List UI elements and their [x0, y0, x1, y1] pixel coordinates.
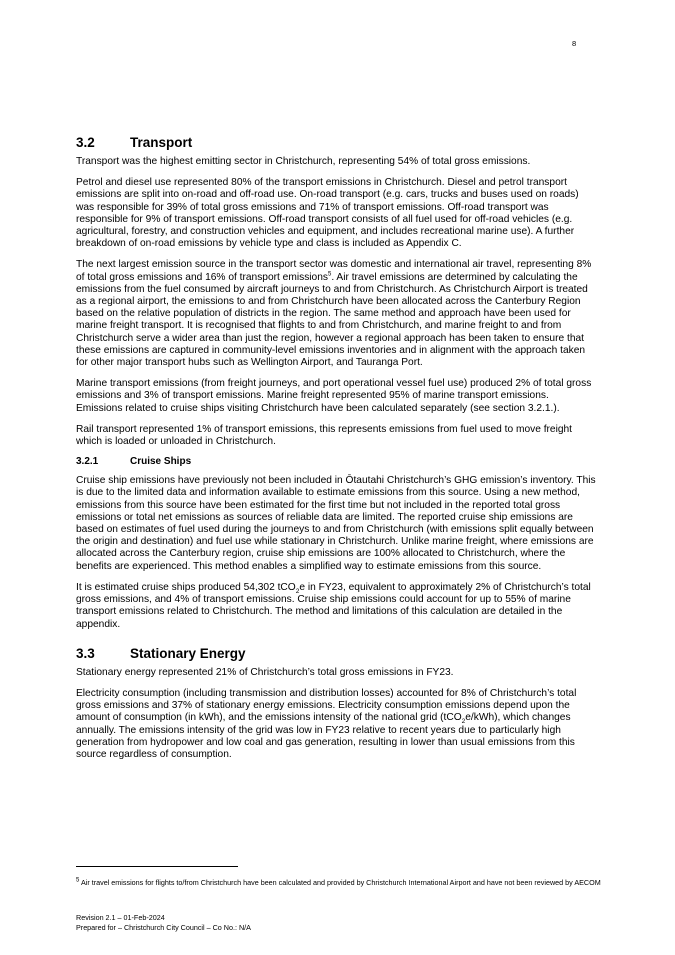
paragraph-text: It is estimated cruise ships produced 54,302 tCO: [76, 581, 296, 593]
revision-line: Revision 2.1 – 01-Feb-2024: [76, 913, 165, 922]
section-heading-stationary-energy: [76, 644, 596, 664]
footnote-reference[interactable]: 5: [327, 271, 332, 278]
paragraph-text: e in FY23, equivalent to approximately 2% of Christchurch’s total gross emissions, and 4% of transport emissions. Cruise ship emissions could account for up to 55% of marine transport emissions related to Christchurch. The method and limitations of this calculation are detailed in the appendix.: [76, 581, 591, 630]
section-heading-transport: [76, 133, 596, 153]
section-number: 3.2: [76, 135, 95, 150]
paragraph: Petrol and diesel use represented 80% of the transport emissions in Christchurch. Diesel and petrol transport emissions are split into on-road and off-road use. On-road transport (e.g. cars, trucks and buses used on roads) was responsible for 39% of total gross emissions and 71% of transport emissions. Off-road transport was responsible for 9% of transport emissions. Off-road transport consists of all fuel used for off-road vehicles (e.g. agricultural, forestry, and construction vehicles and equipment, and includes recreational marine use). A further breakdown of on-road emissions by vehicle type and class is included as Appendix C.: [76, 177, 579, 250]
paragraph: Marine transport emissions (from freight journeys, and port operational vessel fuel use) produced 2% of total gross emissions and 3% of transport emissions. Marine freight represented 95% of marine transport emissions. Emissions related to cruise ships visiting Christchurch have been calculated separately (see section 3.2.1.).: [76, 378, 592, 414]
paragraph-text: The next largest emission source in the transport sector was domestic and international air travel, representing 8% of total gross emissions and 16% of transport emissions: [76, 259, 592, 283]
section-number: 3.3: [76, 645, 95, 661]
footnote-text: Air travel emissions for flights to/from Christchurch have been calculated and provided by Christchurch International Airport and have not been reviewed by AECOM: [79, 878, 601, 887]
paragraph: Transport was the highest emitting sector in Christchurch, representing 54% of total gross emissions.: [76, 156, 531, 167]
paragraph-text: . Air travel emissions are determined by calculating the emissions from the fuel consumed by aircraft journeys to and from Christchurch. As Christchurch Airport is treated as a regional airport, the emissions to and from Christchurch have been allocated across the Canterbury Region based on the relative population of districts in the region. The same method and approach have been used for marine freight transport. It is recognised that flights to and from Christchurch, and marine freight to and from Christchurch serve a wider area than just the region, however a regional approach has been taken to ensure that these emissions are captured in community-level emissions inventories and in alignment with the approach taken for other major transport hubs such as Wellington Airport, and Tauranga Port.: [76, 271, 588, 369]
paragraph: Rail transport represented 1% of transport emissions, this represents emissions from fuel used to move freight which is loaded or unloaded in Christchurch.: [76, 423, 573, 448]
paragraph: [76, 259, 596, 369]
footnote: [76, 878, 606, 888]
subsection-number: 3.2.1: [76, 456, 99, 468]
footnote-marker: 5: [76, 877, 80, 884]
paragraph-text: e/kWh), which changes annually. The emissions intensity of the grid was low in FY23 relative to recent years due to particularly high generation from hydropower and low coal and gas generation, resulting in lower than usual emissions from this source regardless of consumption.: [76, 712, 575, 760]
paragraph: [76, 582, 596, 631]
paragraph: Cruise ship emissions have previously not been included in Ōtautahi Christchurch’s GHG emission’s inventory. This is due to the limited data and information available to estimate emissions from this source. Using a new method, emissions from this source have been estimated for the first time but not included in the reported total gross emissions or total net emissions as sources of reliable data are limited. The reported cruise ship emissions are based on estimates of fuel used during the journeys to and from Christchurch (with emissions split equally between the origin and destination) and fuel use while stationary in Christchurch. Unlike marine freight, where emissions are allocated across the Canterbury region, cruise ship emissions are 100% allocated to Christchurch, where the benefits are experienced. This method enables a simplified way to estimate emissions from this source.: [76, 475, 596, 572]
page-footer: [76, 913, 251, 933]
subsection-heading-cruise-ships: [76, 455, 596, 469]
section-title: Stationary Energy: [130, 645, 246, 661]
paragraph: Stationary energy represented 21% of Christchurch’s total gross emissions in FY23.: [76, 666, 454, 678]
document-body: [76, 133, 596, 761]
subscript: 2: [461, 718, 466, 726]
footnote-divider: [76, 866, 238, 867]
section-title: Transport: [130, 135, 193, 150]
paragraph: [76, 688, 596, 761]
subscript: 2: [295, 587, 300, 595]
paragraph-text: Electricity consumption (including transmission and distribution losses) accounted for 8% of Christchurch’s total gross emissions and 37% of stationary energy emissions. Electricity consumption emissions depend upon the amount of consumption (in kWh), and the emissions intensity of the national grid (tCO: [76, 687, 577, 724]
prepared-for-line: Prepared for – Christchurch City Council – Co No.: N/A: [76, 923, 251, 932]
subsection-title: Cruise Ships: [130, 456, 192, 468]
page-number: 8: [572, 39, 577, 48]
